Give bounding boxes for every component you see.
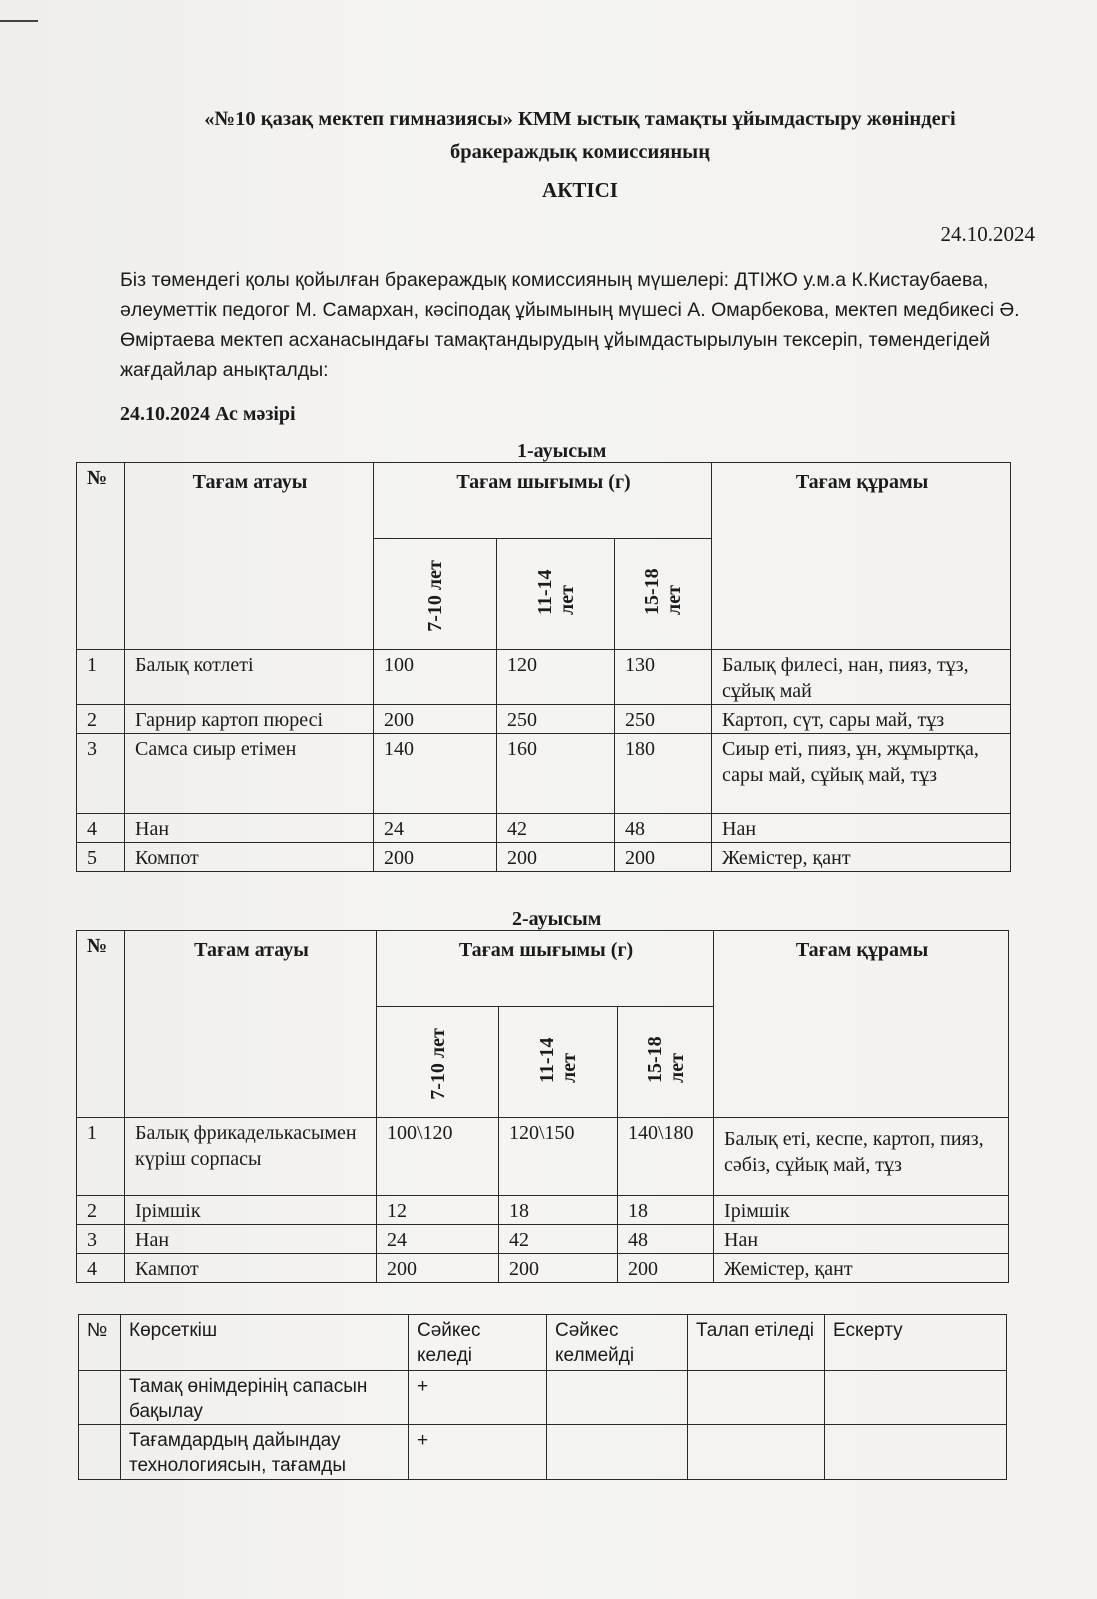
check-row-num (79, 1371, 121, 1425)
document-date: 24.10.2024 (940, 222, 1035, 246)
table-row (77, 650, 1011, 705)
row-num: 1 (77, 650, 125, 705)
row-dish-name: Нан (125, 814, 374, 843)
row-7-10: 100\120 (377, 1118, 499, 1196)
row-7-10: 24 (374, 814, 497, 843)
row-composition: Жемістер, қант (714, 1254, 1009, 1283)
check-row-match: + (409, 1425, 547, 1480)
row-7-10: 200 (374, 705, 497, 734)
col-composition-header: Тағам құрамы (712, 463, 1011, 650)
check-row-num (79, 1425, 121, 1480)
shift1-title: 1-ауысым (517, 440, 607, 462)
table-row (79, 1425, 1007, 1480)
inspection-table (78, 1314, 1007, 1480)
row-11-14: 120\150 (499, 1118, 618, 1196)
check-indicator-header: Көрсеткіш (121, 1315, 409, 1371)
check-match-header: Сәйкес келеді (409, 1315, 547, 1371)
row-composition: Балық филесі, нан, пияз, тұз, сұйық май (712, 650, 1011, 705)
row-num: 3 (77, 734, 125, 814)
shift1-menu-table (76, 462, 1011, 872)
row-dish-name: Балық фрикаделькасымен күріш сорпасы (125, 1118, 377, 1196)
table-row (79, 1371, 1007, 1425)
age-header-cell (615, 539, 712, 650)
table-header-row (77, 931, 1009, 1007)
age-11-14-header: 11-14 лет (533, 569, 578, 615)
check-row-required (688, 1425, 825, 1480)
row-num: 3 (77, 1225, 125, 1254)
age-11-14-header: 11-14 лет (536, 1037, 580, 1083)
row-15-18: 130 (615, 650, 712, 705)
row-composition: Балық еті, кеспе, картоп, пияз, сәбіз, сұйық май, тұз (714, 1118, 1009, 1196)
age-header-cell (497, 539, 615, 650)
intro-paragraph: Біз төмендегі қолы қойылған бракераждық комиссияның мүшелері: ДТІЖО у.м.а К.Кистаубаева, әлеуметтік педогог М. Самархан, кәсіподақ ұйымының мүшесі А. Омарбекова, мектеп медбикесі Ә. Өміртаева мектеп асханасындағы тамақтандырудың ұйымдастырылуын тексеріп, төмендегідей жағдайлар анықталды: (120, 269, 1020, 381)
check-row-indicator: Тағамдардың дайындау технологиясын, тағамды (121, 1425, 409, 1480)
row-composition: Сиыр еті, пияз, ұн, жұмыртқа, сары май, сұйық май, тұз (712, 734, 1011, 814)
row-11-14: 200 (499, 1254, 618, 1283)
table-row (77, 734, 1011, 814)
col-composition-header: Тағам құрамы (714, 931, 1009, 1118)
row-15-18: 200 (618, 1254, 714, 1283)
table-row (77, 1225, 1009, 1254)
shift2-title: 2-ауысым (512, 908, 602, 930)
check-required-header: Талап етіледі (688, 1315, 825, 1371)
age-7-10-header: 7-10 лет (426, 1028, 449, 1100)
row-num: 5 (77, 843, 125, 872)
row-num: 4 (77, 1254, 125, 1283)
row-dish-name: Нан (125, 1225, 377, 1254)
row-dish-name: Самса сиыр етімен (125, 734, 374, 814)
check-num-header: № (79, 1315, 121, 1371)
col-output-header: Тағам шығымы (г) (374, 463, 712, 539)
check-mismatch-header: Сәйкес келмейді (547, 1315, 688, 1371)
age-15-18-header: 15-18 лет (641, 568, 686, 615)
check-row-mismatch (547, 1371, 688, 1425)
row-11-14: 18 (499, 1196, 618, 1225)
row-7-10: 140 (374, 734, 497, 814)
check-row-note (825, 1371, 1007, 1425)
row-dish-name: Балық котлеті (125, 650, 374, 705)
shift2-menu-table (76, 930, 1009, 1283)
row-num: 2 (77, 1196, 125, 1225)
row-11-14: 120 (497, 650, 615, 705)
table-row (77, 1196, 1009, 1225)
row-15-18: 18 (618, 1196, 714, 1225)
row-11-14: 160 (497, 734, 615, 814)
row-composition: Нан (712, 814, 1011, 843)
document-title (80, 103, 1080, 169)
row-dish-name: Кампот (125, 1254, 377, 1283)
row-num: 4 (77, 814, 125, 843)
check-row-indicator: Тамақ өнімдерінің сапасын бақылау (121, 1371, 409, 1425)
row-15-18: 200 (615, 843, 712, 872)
age-header-cell (377, 1007, 499, 1118)
row-7-10: 24 (377, 1225, 499, 1254)
row-11-14: 250 (497, 705, 615, 734)
age-header-cell (499, 1007, 618, 1118)
act-title: АКТІСІ (542, 178, 618, 202)
row-dish-name: Ірімшік (125, 1196, 377, 1225)
age-header-cell (618, 1007, 714, 1118)
col-num-header: № (77, 931, 125, 1118)
row-15-18: 180 (615, 734, 712, 814)
row-7-10: 12 (377, 1196, 499, 1225)
col-output-header: Тағам шығымы (г) (377, 931, 714, 1007)
row-15-18: 48 (615, 814, 712, 843)
corner-mark (0, 20, 38, 22)
table-row (77, 843, 1011, 872)
row-composition: Жемістер, қант (712, 843, 1011, 872)
row-composition: Нан (714, 1225, 1009, 1254)
row-num: 1 (77, 1118, 125, 1196)
check-row-required (688, 1371, 825, 1425)
row-11-14: 42 (499, 1225, 618, 1254)
age-7-10-header: 7-10 лет (424, 560, 446, 632)
row-dish-name: Компот (125, 843, 374, 872)
check-row-note (825, 1425, 1007, 1480)
menu-heading: 24.10.2024 Ас мәзірі (120, 403, 296, 425)
row-15-18: 48 (618, 1225, 714, 1254)
row-composition: Картоп, сүт, сары май, тұз (712, 705, 1011, 734)
table-header-row (77, 463, 1011, 539)
check-row-match: + (409, 1371, 547, 1425)
col-num-header: № (77, 463, 125, 650)
row-num: 2 (77, 705, 125, 734)
table-row (77, 705, 1011, 734)
row-dish-name: Гарнир картоп пюресі (125, 705, 374, 734)
table-header-row (79, 1315, 1007, 1371)
col-name-header: Тағам атауы (125, 931, 377, 1118)
row-15-18: 250 (615, 705, 712, 734)
table-row (77, 1118, 1009, 1196)
row-11-14: 42 (497, 814, 615, 843)
table-row (77, 814, 1011, 843)
title-line-1: «№10 қазақ мектеп гимназиясы» КММ ыстық тамақты ұйымдастыру жөніндегі (204, 108, 956, 130)
row-11-14: 200 (497, 843, 615, 872)
row-15-18: 140\180 (618, 1118, 714, 1196)
age-15-18-header: 15-18 лет (643, 1036, 688, 1083)
check-row-mismatch (547, 1425, 688, 1480)
row-7-10: 100 (374, 650, 497, 705)
row-composition: Ірімшік (714, 1196, 1009, 1225)
col-name-header: Тағам атауы (125, 463, 374, 650)
title-line-2: бракераждық комиссияның (449, 141, 711, 163)
row-7-10: 200 (374, 843, 497, 872)
age-header-cell (374, 539, 497, 650)
check-note-header: Ескерту (825, 1315, 1007, 1371)
table-row (77, 1254, 1009, 1283)
row-7-10: 200 (377, 1254, 499, 1283)
